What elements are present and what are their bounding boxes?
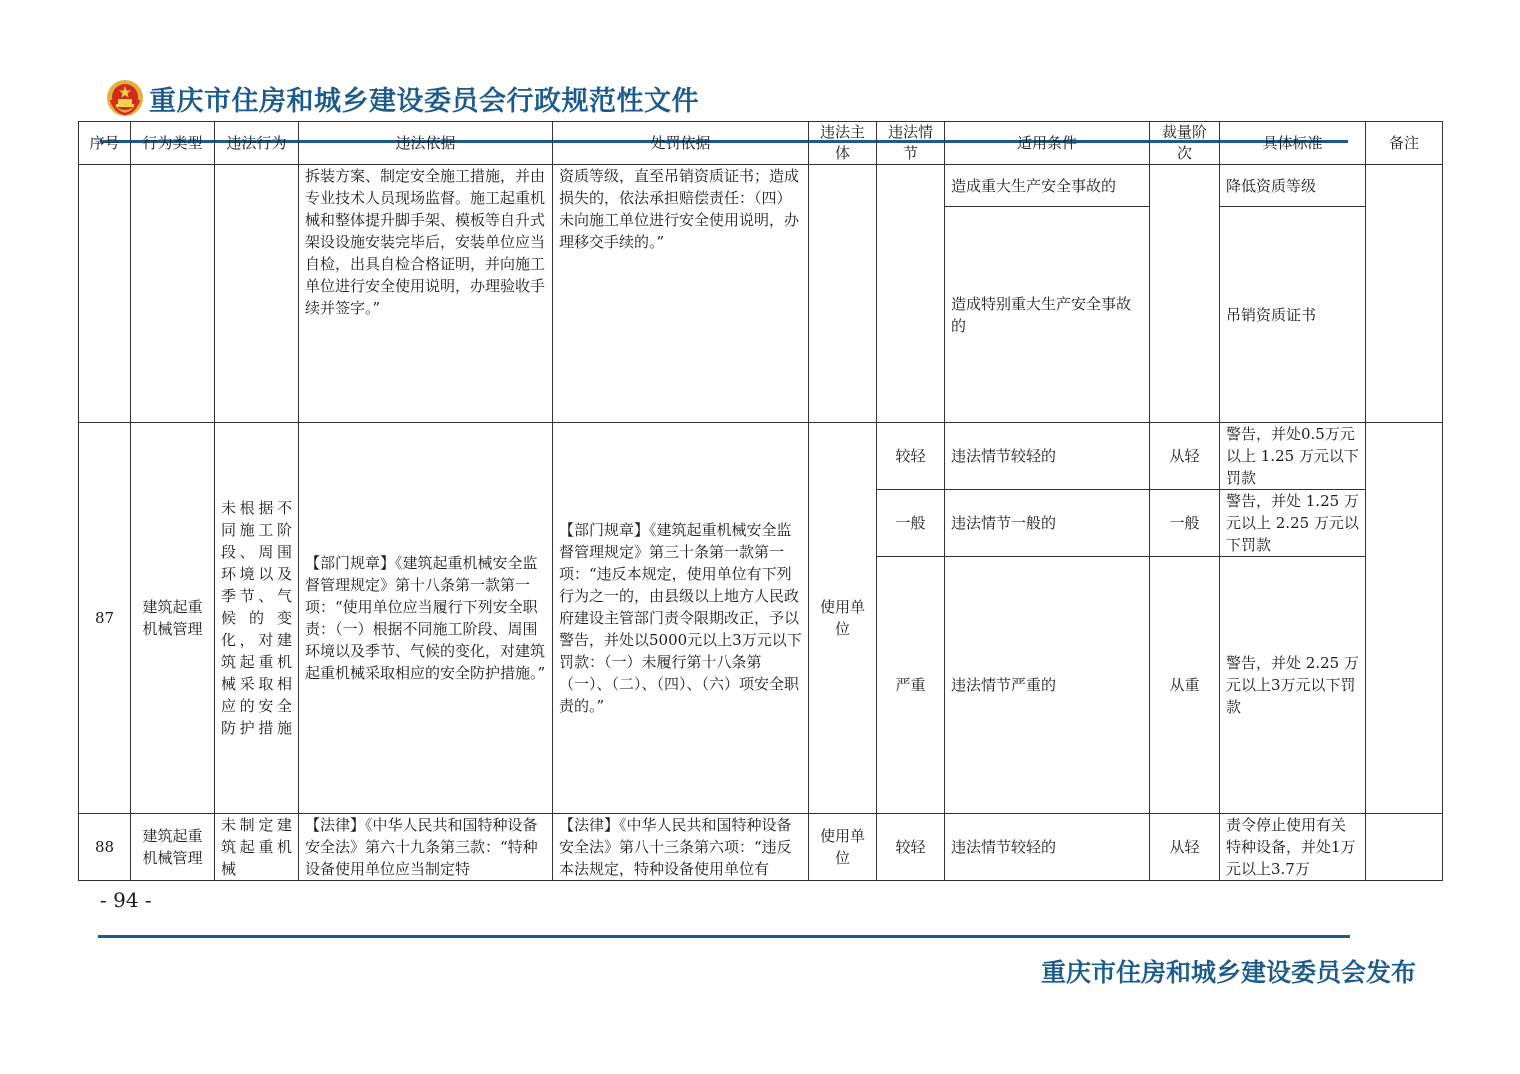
header-act: 违法行为 [215,122,299,165]
cell-act [215,165,299,423]
cell-standard: 警告，并处0.5万元以上 1.25 万元以下罚款 [1220,423,1366,490]
cell-circumstance [877,165,945,423]
header-remark: 备注 [1366,122,1443,165]
cell-subject [809,165,877,423]
cell-subject: 使用单位 [809,423,877,814]
cell-subject: 使用单位 [809,814,877,881]
cell-type: 建筑起重机械管理 [131,423,215,814]
cell-seq: 87 [79,423,131,814]
cell-condition: 违法情节一般的 [945,490,1150,557]
document-header [105,78,699,118]
footer-rule [98,935,1350,938]
table-row [79,814,1443,881]
national-emblem-icon [105,78,145,118]
header-subject: 违法主体 [809,122,877,165]
cell-circumstance: 较轻 [877,814,945,881]
cell-level: 从轻 [1150,423,1220,490]
cell-standard: 警告，并处 2.25 万元以上3万元以下罚款 [1220,557,1366,814]
cell-condition: 违法情节严重的 [945,557,1150,814]
table-row [79,165,1443,207]
cell-penalty-basis: 【法律】《中华人民共和国特种设备安全法》第八十三条第六项：“违反本法规定，特种设备使用单位有 [553,814,809,881]
cell-standard: 责令停止使用有关特种设备，并处1万元以上3.7万 [1220,814,1366,881]
cell-standard: 吊销资质证书 [1220,207,1366,423]
cell-remark [1366,814,1443,881]
cell-penalty-basis: 【部门规章】《建筑起重机械安全监督管理规定》第三十条第一款第一项：“违反本规定，使用单位有下列行为之一的，由县级以上地方人民政府建设主管部门责令限期改正，予以警告，并处以5000元以上3万元以下罚款：（一）未履行第十八条第（一）、（二）、（四）、（六）项安全职责的。” [553,423,809,814]
cell-standard: 警告，并处 1.25 万元以上 2.25 万元以下罚款 [1220,490,1366,557]
cell-type [131,165,215,423]
header-standard: 具体标准 [1220,122,1366,165]
header-circumstance: 违法情节 [877,122,945,165]
cell-basis: 【部门规章】《建筑起重机械安全监督管理规定》第十八条第一款第一项：“使用单位应当履行下列安全职责：（一）根据不同施工阶段、周围环境以及季节、气候的变化，对建筑起重机械采取相应的安全防护措施。” [299,423,553,814]
page-number: - 94 - [100,888,152,912]
publisher-footer: 重庆市住房和城乡建设委员会发布 [1040,958,1416,987]
cell-remark [1366,423,1443,814]
cell-level: 从重 [1150,557,1220,814]
header-type: 行为类型 [131,122,215,165]
cell-type: 建筑起重机械管理 [131,814,215,881]
cell-circumstance: 一般 [877,490,945,557]
cell-level: 一般 [1150,490,1220,557]
cell-condition: 违法情节较轻的 [945,814,1150,881]
header-basis: 违法依据 [299,122,553,165]
cell-act: 未制定建筑起重机械 [215,814,299,881]
penalty-table [78,121,1443,881]
cell-level: 从轻 [1150,814,1220,881]
header-seq: 序号 [79,122,131,165]
cell-act: 未根据不同施工阶段、周围环境以及季节、气候的变化，对建筑起重机械采取相应的安全防护措施 [215,423,299,814]
cell-condition: 造成特别重大生产安全事故的 [945,207,1150,423]
cell-condition: 造成重大生产安全事故的 [945,165,1150,207]
cell-standard: 降低资质等级 [1220,165,1366,207]
document-title: 重庆市住房和城乡建设委员会行政规范性文件 [149,85,699,117]
cell-level [1150,165,1220,423]
cell-condition: 违法情节较轻的 [945,423,1150,490]
cell-basis: 拆装方案、制定安全施工措施，并由专业技术人员现场监督。施工起重机械和整体提升脚手架、模板等自升式架设设施安装完毕后，安装单位应当自检，出具自检合格证明，并向施工单位进行安全使用说明，办理验收手续并签字。” [299,165,553,423]
table-row [79,423,1443,490]
cell-remark [1366,165,1443,423]
header-penalty-basis: 处罚依据 [553,122,809,165]
cell-penalty-basis: 资质等级，直至吊销资质证书；造成损失的，依法承担赔偿责任：（四）未向施工单位进行安全使用说明，办理移交手续的。” [553,165,809,423]
cell-basis: 【法律】《中华人民共和国特种设备安全法》第六十九条第三款：“特种设备使用单位应当制定特 [299,814,553,881]
cell-circumstance: 较轻 [877,423,945,490]
table-header-row [79,122,1443,165]
cell-seq: 88 [79,814,131,881]
header-level: 裁量阶次 [1150,122,1220,165]
cell-seq [79,165,131,423]
cell-circumstance: 严重 [877,557,945,814]
header-condition: 适用条件 [945,122,1150,165]
